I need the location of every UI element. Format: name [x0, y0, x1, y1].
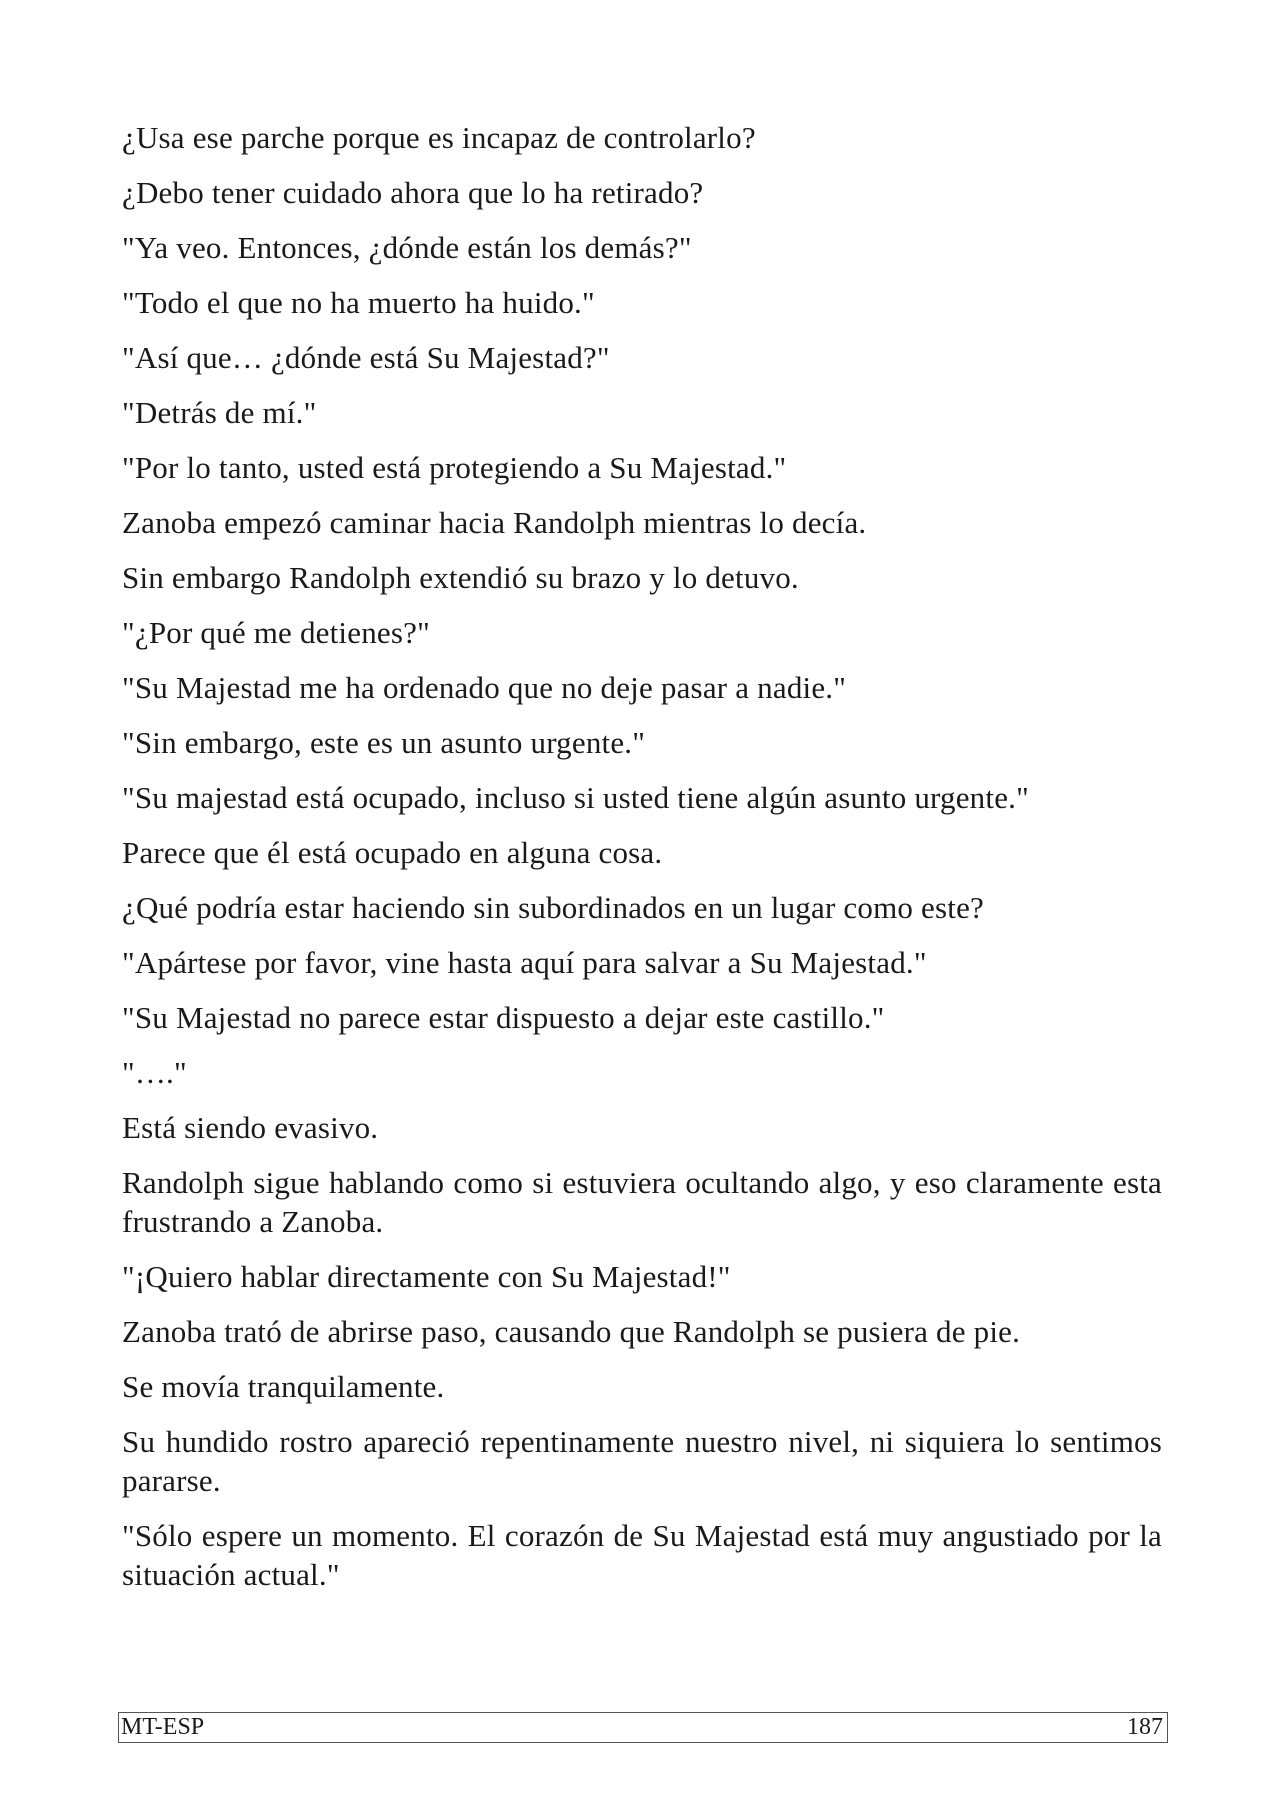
- paragraph: ¿Debo tener cuidado ahora que lo ha retirado?: [122, 175, 704, 210]
- paragraph: "Apártese por favor, vine hasta aquí para salvar a Su Majestad.": [122, 945, 927, 980]
- paragraph: Se movía tranquilamente.: [122, 1369, 445, 1404]
- paragraph: "Todo el que no ha muerto ha huido.": [122, 285, 595, 320]
- paragraph: Está siendo evasivo.: [122, 1110, 379, 1145]
- paragraph: Su hundido rostro apareció repentinamente nuestro nivel, ni siquiera lo sentimos pararse.: [122, 1424, 1162, 1498]
- paragraph: "….": [122, 1055, 187, 1090]
- paragraph: Zanoba empezó caminar hacia Randolph mientras lo decía.: [122, 505, 867, 540]
- paragraph: ¿Qué podría estar haciendo sin subordinados en un lugar como este?: [122, 890, 984, 925]
- paragraph: "¡Quiero hablar directamente con Su Majestad!": [122, 1259, 731, 1294]
- paragraph: Zanoba trató de abrirse paso, causando que Randolph se pusiera de pie.: [122, 1314, 1021, 1349]
- page-footer: [118, 1712, 1168, 1743]
- page-number: 187: [1127, 1714, 1163, 1740]
- paragraph: "¿Por qué me detienes?": [122, 615, 430, 650]
- paragraph: "Por lo tanto, usted está protegiendo a Su Majestad.": [122, 450, 787, 485]
- paragraph: "Sin embargo, este es un asunto urgente.": [122, 725, 646, 760]
- paragraph: "Ya veo. Entonces, ¿dónde están los demás?": [122, 230, 692, 265]
- paragraph: Parece que él está ocupado en alguna cosa.: [122, 835, 663, 870]
- paragraph: "Su Majestad no parece estar dispuesto a dejar este castillo.": [122, 1000, 885, 1035]
- paragraph: Sin embargo Randolph extendió su brazo y lo detuvo.: [122, 560, 799, 595]
- paragraph: "Su Majestad me ha ordenado que no deje pasar a nadie.": [122, 670, 847, 705]
- paragraph: ¿Usa ese parche porque es incapaz de controlarlo?: [122, 120, 756, 155]
- paragraph: "Sólo espere un momento. El corazón de Su Majestad está muy angustiado por la situación actual.": [122, 1518, 1162, 1592]
- paragraph: "Detrás de mí.": [122, 395, 317, 430]
- text-body: [122, 118, 1162, 1610]
- paragraph: "Su majestad está ocupado, incluso si usted tiene algún asunto urgente.": [122, 780, 1029, 815]
- footer-label: MT-ESP: [121, 1714, 205, 1740]
- paragraph: Randolph sigue hablando como si estuviera ocultando algo, y eso claramente esta frustrando a Zanoba.: [122, 1165, 1162, 1239]
- paragraph: "Así que… ¿dónde está Su Majestad?": [122, 340, 610, 375]
